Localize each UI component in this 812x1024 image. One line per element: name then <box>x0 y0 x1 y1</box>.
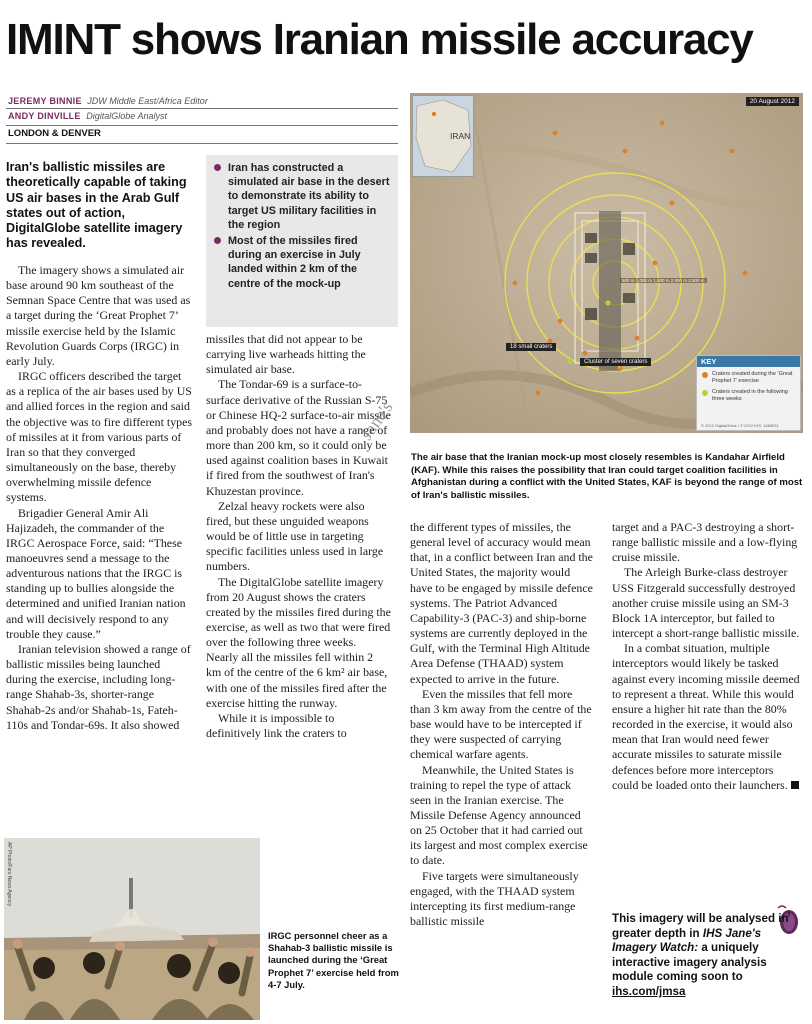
headline: IMINT shows Iranian missile accuracy <box>6 15 753 64</box>
promo-lead: This imagery will be analysed in greater depth in <box>612 912 789 940</box>
author-name: JEREMY BINNIE <box>8 96 82 106</box>
locator-inset <box>412 95 474 177</box>
summary-bullet <box>212 161 392 232</box>
promo-box <box>612 912 806 1000</box>
body-paragraph: The imagery shows a simulated air base around 90 km southeast of the Semnan Space Centre that was used as a target during the ‘Great Prophet 7’ missile exercise held by the Islamic Revolution Guards Corps (IRGC) in early July. <box>6 263 191 368</box>
byline-divider <box>6 125 398 126</box>
body-paragraph: Five targets were simultaneously engaged, with the THAAD system intercepting its first medium-range ballistic missile <box>410 868 579 929</box>
body-paragraph: Zelzal heavy rockets were also fired, but these unguided weapons would be of little use in targeting specific facilities unless used in large numbers. <box>206 498 384 574</box>
dateline-divider <box>6 143 398 144</box>
body-paragraph: Meanwhile, the United States is training to repel the type of attack seen in the Iranian exercise. The Missile Defense Agency announced on 25 October that it had carried out its largest and most complex exercise to date. <box>410 762 588 868</box>
launch-photo-scene <box>4 838 260 1020</box>
key-item <box>697 389 800 403</box>
body-paragraph: Even the missiles that fell more than 3 km away from the centre of the base would have to be intercepted if they were suspected of carrying chemical warfare agents. <box>410 686 592 762</box>
article-column-2 <box>206 332 391 741</box>
promo-body: a uniquely interactive imagery analysis module coming soon to <box>612 941 767 984</box>
body-paragraph: target and a PAC-3 destroying a short-range ballistic missile and a low-flying cruise missile. <box>612 520 798 565</box>
distance-labels: 500 m 1,000 m 1,500 m 2,000 m 2,500 m <box>622 278 705 283</box>
body-paragraph: the different types of missiles, the general level of accuracy would mean that, in a conflict between Iran and the United States, the majority would have to be engaged by missile defence systems. The Patriot Advanced Capability-3 (PAC-3) and ship-borne systems are currently deployed in the Gulf, with the Terminal High Altitude Area Defense (THAAD) system expected to arrive in the future. <box>410 520 593 686</box>
author-name: ANDY DINVILLE <box>8 111 81 121</box>
end-of-article-icon <box>791 781 799 789</box>
photo-credit: AP Photo/Fars News Agency <box>6 842 12 907</box>
author-role: JDW Middle East/Africa Editor <box>87 96 208 106</box>
inset-country-label: IRAN <box>450 131 471 141</box>
article-column-4 <box>612 520 802 793</box>
paragraph-text: In a combat situation, multiple interceptors would likely be tasked against every incoming missile deemed to represent a threat. While this would ensure a higher hit rate than the 80% recorded in the exercise, it would also mean that Iran would need fewer accurate missiles to saturate missile defences before more interceptors could be loaded onto their launchers. <box>612 641 800 792</box>
body-paragraph: The DigitalGlobe satellite imagery from 20 August shows the craters created by the missiles fired during the exercise, as well as two that were fired over the following three weeks. Nearly all the missiles fell within 2 km of the centre of the 6 km² air base, with one of the missiles fired after the exercise hitting the runway. <box>206 574 391 710</box>
body-paragraph: The Arleigh Burke-class destroyer USS Fitzgerald successfully destroyed another cruise missile using an SM-3 Block 1A interceptor, but failed to intercept a short-range ballistic missile. <box>612 565 800 641</box>
article-column-3 <box>410 520 594 929</box>
bullet-icon <box>214 164 221 171</box>
promo-publication: IHS Jane's Imagery Watch: <box>612 926 762 955</box>
dateline: LONDON & DENVER <box>8 128 101 139</box>
byline-1 <box>8 96 208 106</box>
watermark: Jane's <box>356 397 397 444</box>
satellite-image <box>410 93 803 433</box>
map-caption: The air base that the Iranian mock-up most closely resembles is Kandahar Airfield (KAF). While this raises the possibility that Iran could target coalition facilities in Afghanistan during a conflict with the United States, KAF is beyond the range of most of Iran's ballistic missiles. <box>411 452 803 501</box>
body-paragraph <box>612 641 802 793</box>
image-copyright: © 2012 DigitalGlobe / © 2012 IHS: 1485031 <box>701 423 779 428</box>
summary-bullet <box>212 234 392 291</box>
body-paragraph: The Tondar-69 is a surface-to-surface derivative of the Russian S-75 or Chinese HQ-2 surface-to-air missile and probably does not have a range of more than 200 km, so it could only be used against coalition bases in Kuwait if fired from the southwest of Iran's Khuzestan province. <box>206 377 391 498</box>
crater-exercise-icon <box>702 372 708 378</box>
body-paragraph: IRGC officers described the target as a replica of the air bases used by US and allied forces in the region and said the objective was to fire different types of missiles at it from various parts of Iran so that they converged simultaneously on the base, thereby overwhelming missile defence systems. <box>6 369 193 505</box>
author-role: DigitalGlobe Analyst <box>86 111 167 121</box>
key-title: KEY <box>697 356 800 367</box>
byline-divider <box>6 108 398 109</box>
body-paragraph: Iranian television showed a range of ballistic missiles being launched during the exercise, including long-range Shahab-3s, shorter-range Shahab-2s and/or Shahab-1s, Fateh-110s and Tondar-69s. It also showed <box>6 641 191 732</box>
photo-caption: IRGC personnel cheer as a Shahab-3 ballistic missile is launched during the ‘Great Prophet 7’ exercise held from 4-7 July. <box>268 930 399 990</box>
article-column-1 <box>6 263 192 733</box>
byline-2 <box>8 111 167 121</box>
summary-box <box>206 155 398 327</box>
crater-after-icon <box>702 390 708 396</box>
key-item-label: Craters created during the ‘Great Prophet 7’ exercise <box>712 371 793 384</box>
callout-small-craters: 18 small craters <box>506 343 556 351</box>
launch-photo <box>4 838 260 1020</box>
bullet-icon <box>214 237 221 244</box>
bullet-text: Iran has constructed a simulated air base in the desert to demonstrate its ability to target US military facilities in the region <box>228 162 390 231</box>
promo-link[interactable]: ihs.com/jmsa <box>612 984 686 998</box>
intro-paragraph: Iran's ballistic missiles are theoretically capable of taking US air bases in the Arab Gulf states out of action, DigitalGlobe satellite imagery has revealed. <box>6 160 187 251</box>
body-paragraph: missiles that did not appear to be carrying live warheads hitting the simulated air base. <box>206 332 366 377</box>
bullet-text: Most of the missiles fired during an exercise in July landed within 2 km of the centre of the mock-up <box>228 235 361 290</box>
callout-crater-cluster: Cluster of seven craters <box>580 358 651 366</box>
key-item-label: Craters created in the following three weeks <box>712 389 788 402</box>
body-paragraph: Brigadier General Amir Ali Hajizadeh, the commander of the IRGC Aerospace Force, said: “These manoeuvres send a message to the adventurous nations that the IRGC is standing up to bullies alongside the determined and unified Iranian nation and will decisively respond to any trouble they cause.” <box>6 505 186 641</box>
key-item <box>697 371 800 385</box>
body-paragraph: While it is impossible to definitively link the craters to <box>206 710 347 741</box>
image-date: 20 August 2012 <box>746 97 799 106</box>
map-key <box>696 355 801 431</box>
